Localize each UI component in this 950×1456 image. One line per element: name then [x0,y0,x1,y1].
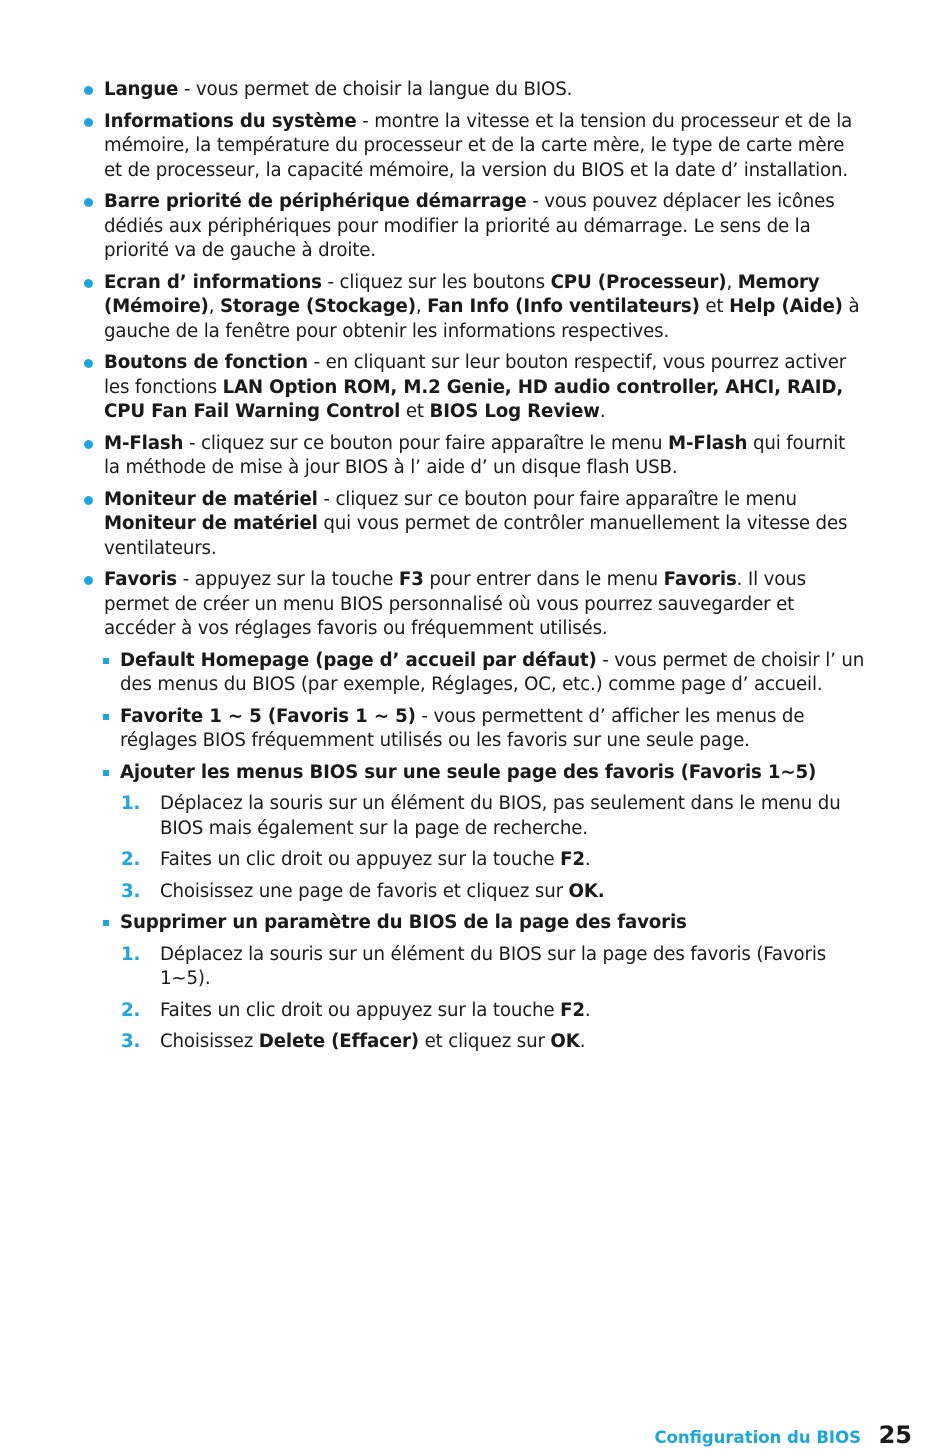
sub-item-text: - vous permet de choisir l’ un des menus du BIOS (par exemple, Réglages, OC, etc.) comme page d’ accueil. [120,649,865,695]
list-item-m-flash [84,432,866,481]
item-title: Barre priorité de périphérique démarrage [104,191,527,212]
item-text: - cliquez sur ce bouton pour faire apparaître le menu [317,488,797,510]
item-text: et [400,401,430,422]
item-text: , [415,296,428,317]
sub-item-title: Supprimer un paramètre du BIOS de la page des favoris [120,912,687,933]
square-bullet-icon [103,920,109,926]
item-bold-moniteur: Moniteur de matériel [104,513,318,534]
sub-item-supprimer-parametre [84,911,866,936]
step-bold: Delete (Effacer) [258,1031,419,1052]
step-text: Choisissez [160,1031,259,1052]
item-bold-f3: F3 [398,569,424,590]
list-item-moniteur-materiel [84,488,866,562]
step-number: 2. [121,999,141,1021]
list-item-ecran-informations [84,271,866,345]
square-bullet-icon [103,770,109,776]
item-title: Langue [104,79,179,100]
step-text: . [584,999,591,1021]
item-title: M-Flash [104,432,184,454]
sub-item-title: Default Homepage (page d’ accueil par défaut) [120,649,597,671]
step-text: Déplacez la souris sur un élément du BIOS sur la page des favoris (Favoris 1~5). [160,943,827,989]
item-text: - en cliquant sur leur bouton respectif, vous pourrez activer les fonctions [104,352,847,398]
item-bold-log-review: BIOS Log Review [429,401,600,422]
step-bold: F2 [560,999,585,1021]
bullet-icon [84,279,93,288]
step-number: 1. [121,793,141,814]
bullet-icon [84,440,93,449]
remove-step-1 [84,943,866,992]
step-bold: OK [550,1031,580,1052]
item-title: Ecran d’ informations [104,271,322,293]
item-text: - vous permet de choisir la langue du BIOS. [178,79,573,100]
step-text: . [584,849,591,870]
step-number: 2. [121,849,141,870]
item-bold-help: Help (Aide) [729,296,843,317]
square-bullet-icon [103,714,109,720]
item-title: Boutons de fonction [104,352,308,373]
item-bold-m-flash: M-Flash [668,432,748,454]
step-number: 3. [121,880,141,902]
list-item-boutons-fonction [84,351,866,425]
list-item-informations-systeme [84,110,866,184]
bullet-icon [84,86,93,95]
item-text: . [599,401,606,422]
item-title: Favoris [104,569,177,590]
square-bullet-icon [103,658,109,664]
step-text: Faites un clic droit ou appuyez sur la touche [160,999,561,1021]
step-bold: F2 [560,849,585,870]
remove-step-2 [84,999,866,1024]
item-bold-functions: LAN Option ROM, M.2 Genie, HD audio controller, AHCI, RAID, CPU Fan Fail Warning Control [104,376,844,422]
sub-item-title: Ajouter les menus BIOS sur une seule page des favoris (Favoris 1~5) [120,761,817,783]
sub-item-title: Favorite 1 ~ 5 (Favoris 1 ~ 5) [120,705,416,727]
item-title: Informations du système [104,110,357,132]
step-number: 1. [121,943,141,965]
step-text: Déplacez la souris sur un élément du BIOS, pas seulement dans le menu du BIOS mais également sur la page de recherche. [160,793,841,839]
footer-section-title: Configuration du BIOS [654,1428,861,1447]
add-step-2 [84,848,866,873]
add-step-1 [84,792,866,841]
item-bold-cpu: CPU (Processeur) [550,271,727,293]
item-bold-storage: Storage (Stockage) [219,296,416,317]
item-title: Moniteur de matériel [104,488,318,510]
step-number: 3. [121,1031,141,1052]
item-text: qui fournit la méthode de mise à jour BIOS à l’ aide d’ un disque flash USB. [104,432,846,478]
step-text: Choisissez une page de favoris et cliquez sur [160,880,569,902]
item-text: - montre la vitesse et la tension du processeur et de la mémoire, la température du processeur et de la carte mère, le type de carte mère et de processeur, la capacité mémoire, la version du BIOS et la date d’ installation. [104,110,853,181]
bullet-icon [84,198,93,207]
sub-item-text: - vous permettent d’ afficher les menus de réglages BIOS fréquemment utilisés ou les favoris sur une seule page. [120,705,805,751]
item-text: , [208,296,220,317]
step-bold: OK. [568,880,605,902]
item-bold-favoris: Favoris [663,569,737,590]
list-item-barre-priorite [84,190,866,264]
item-text: , [726,271,738,293]
page-content [84,78,866,1062]
item-text: - cliquez sur ce bouton pour faire apparaître le menu [183,432,668,454]
bullet-icon [84,496,93,505]
item-bold-fan-info: Fan Info (Info ventilateurs) [427,296,700,317]
item-text: pour entrer dans le menu [423,569,664,590]
item-bold-memory: Memory (Mémoire) [104,271,820,317]
sub-item-ajouter-menus [84,761,866,786]
remove-step-3 [84,1030,866,1055]
bullet-icon [84,359,93,368]
item-text: et [699,296,730,317]
sub-item-favorite-1-5 [84,705,866,754]
step-text: . [579,1031,586,1052]
sub-item-default-homepage [84,649,866,698]
item-text: - vous pouvez déplacer les icônes dédiés aux périphériques pour modifier la priorité au démarrage. Le sens de la priorité va de gauche à droite. [104,191,835,261]
item-text: - cliquez sur les boutons [321,271,551,293]
step-text: Faites un clic droit ou appuyez sur la touche [160,849,561,870]
add-step-3 [84,880,866,905]
bullet-icon [84,118,93,127]
item-text: à gauche de la fenêtre pour obtenir les informations respectives. [104,296,860,342]
list-item-favoris [84,568,866,642]
step-text: et cliquez sur [418,1031,551,1052]
item-text: qui vous permet de contrôler manuellement la vitesse des ventilateurs. [104,513,848,559]
item-text: . Il vous permet de créer un menu BIOS personnalisé où vous pourrez sauvegarder et accéder à vos réglages favoris ou fréquemment utilisés. [104,569,806,639]
page-number: 25 [878,1421,912,1449]
list-item-langue [84,78,866,103]
bullet-icon [84,576,93,585]
item-text: - appuyez sur la touche [176,569,399,590]
